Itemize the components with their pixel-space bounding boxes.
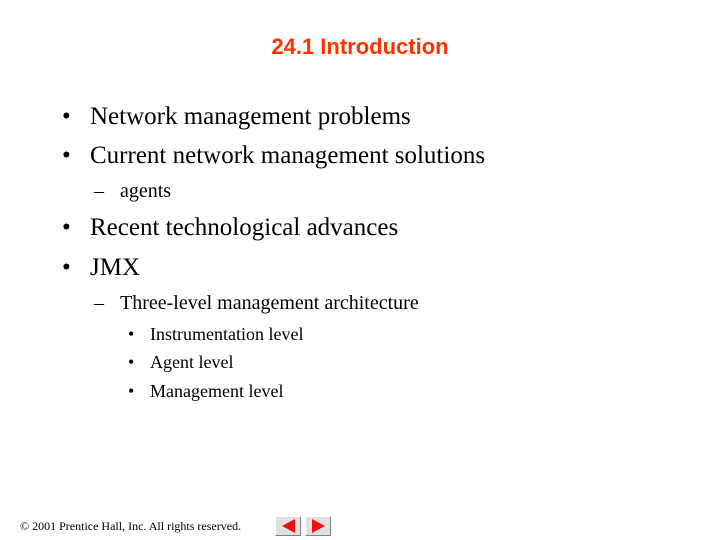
slide-title: 24.1 Introduction bbox=[271, 34, 449, 59]
bullet-text: Recent technological advances bbox=[90, 214, 399, 241]
sub-sub-bullet-instrumentation bbox=[128, 324, 303, 345]
bullet-recent-advances bbox=[62, 214, 398, 242]
dash-marker: – bbox=[94, 292, 104, 314]
bullet-text: Network management problems bbox=[90, 103, 411, 130]
bullet-text: JMX bbox=[90, 254, 141, 281]
sub-sub-bullet-text: Agent level bbox=[150, 352, 234, 372]
bullet-marker: • bbox=[62, 214, 71, 241]
triangle-left-icon bbox=[282, 519, 295, 533]
sub-sub-bullet-management bbox=[128, 381, 283, 402]
bullet-current-solutions bbox=[62, 142, 485, 170]
bullet-marker: • bbox=[62, 103, 71, 130]
sub-sub-bullet-agent bbox=[128, 352, 233, 373]
bullet-text: Current network management solutions bbox=[90, 142, 486, 169]
bullet-marker: • bbox=[128, 324, 135, 344]
bullet-marker: • bbox=[62, 142, 71, 169]
bullet-jmx bbox=[62, 254, 140, 282]
sub-sub-bullet-text: Management level bbox=[150, 381, 284, 401]
triangle-right-icon bbox=[312, 519, 325, 533]
bullet-marker: • bbox=[128, 352, 135, 372]
bullet-marker: • bbox=[62, 254, 71, 281]
sub-bullet-agents bbox=[94, 180, 171, 203]
sub-bullet-three-level bbox=[94, 292, 419, 315]
sub-bullet-text: agents bbox=[120, 180, 172, 202]
sub-bullet-text: Three-level management architecture bbox=[120, 292, 419, 314]
bullet-marker: • bbox=[128, 381, 135, 401]
copyright-footer: © 2001 Prentice Hall, Inc. All rights reserved. bbox=[20, 519, 242, 533]
next-slide-button[interactable] bbox=[305, 516, 331, 536]
bullet-network-management-problems bbox=[62, 103, 411, 131]
previous-slide-button[interactable] bbox=[275, 516, 301, 536]
sub-sub-bullet-text: Instrumentation level bbox=[150, 324, 304, 344]
dash-marker: – bbox=[94, 180, 104, 202]
